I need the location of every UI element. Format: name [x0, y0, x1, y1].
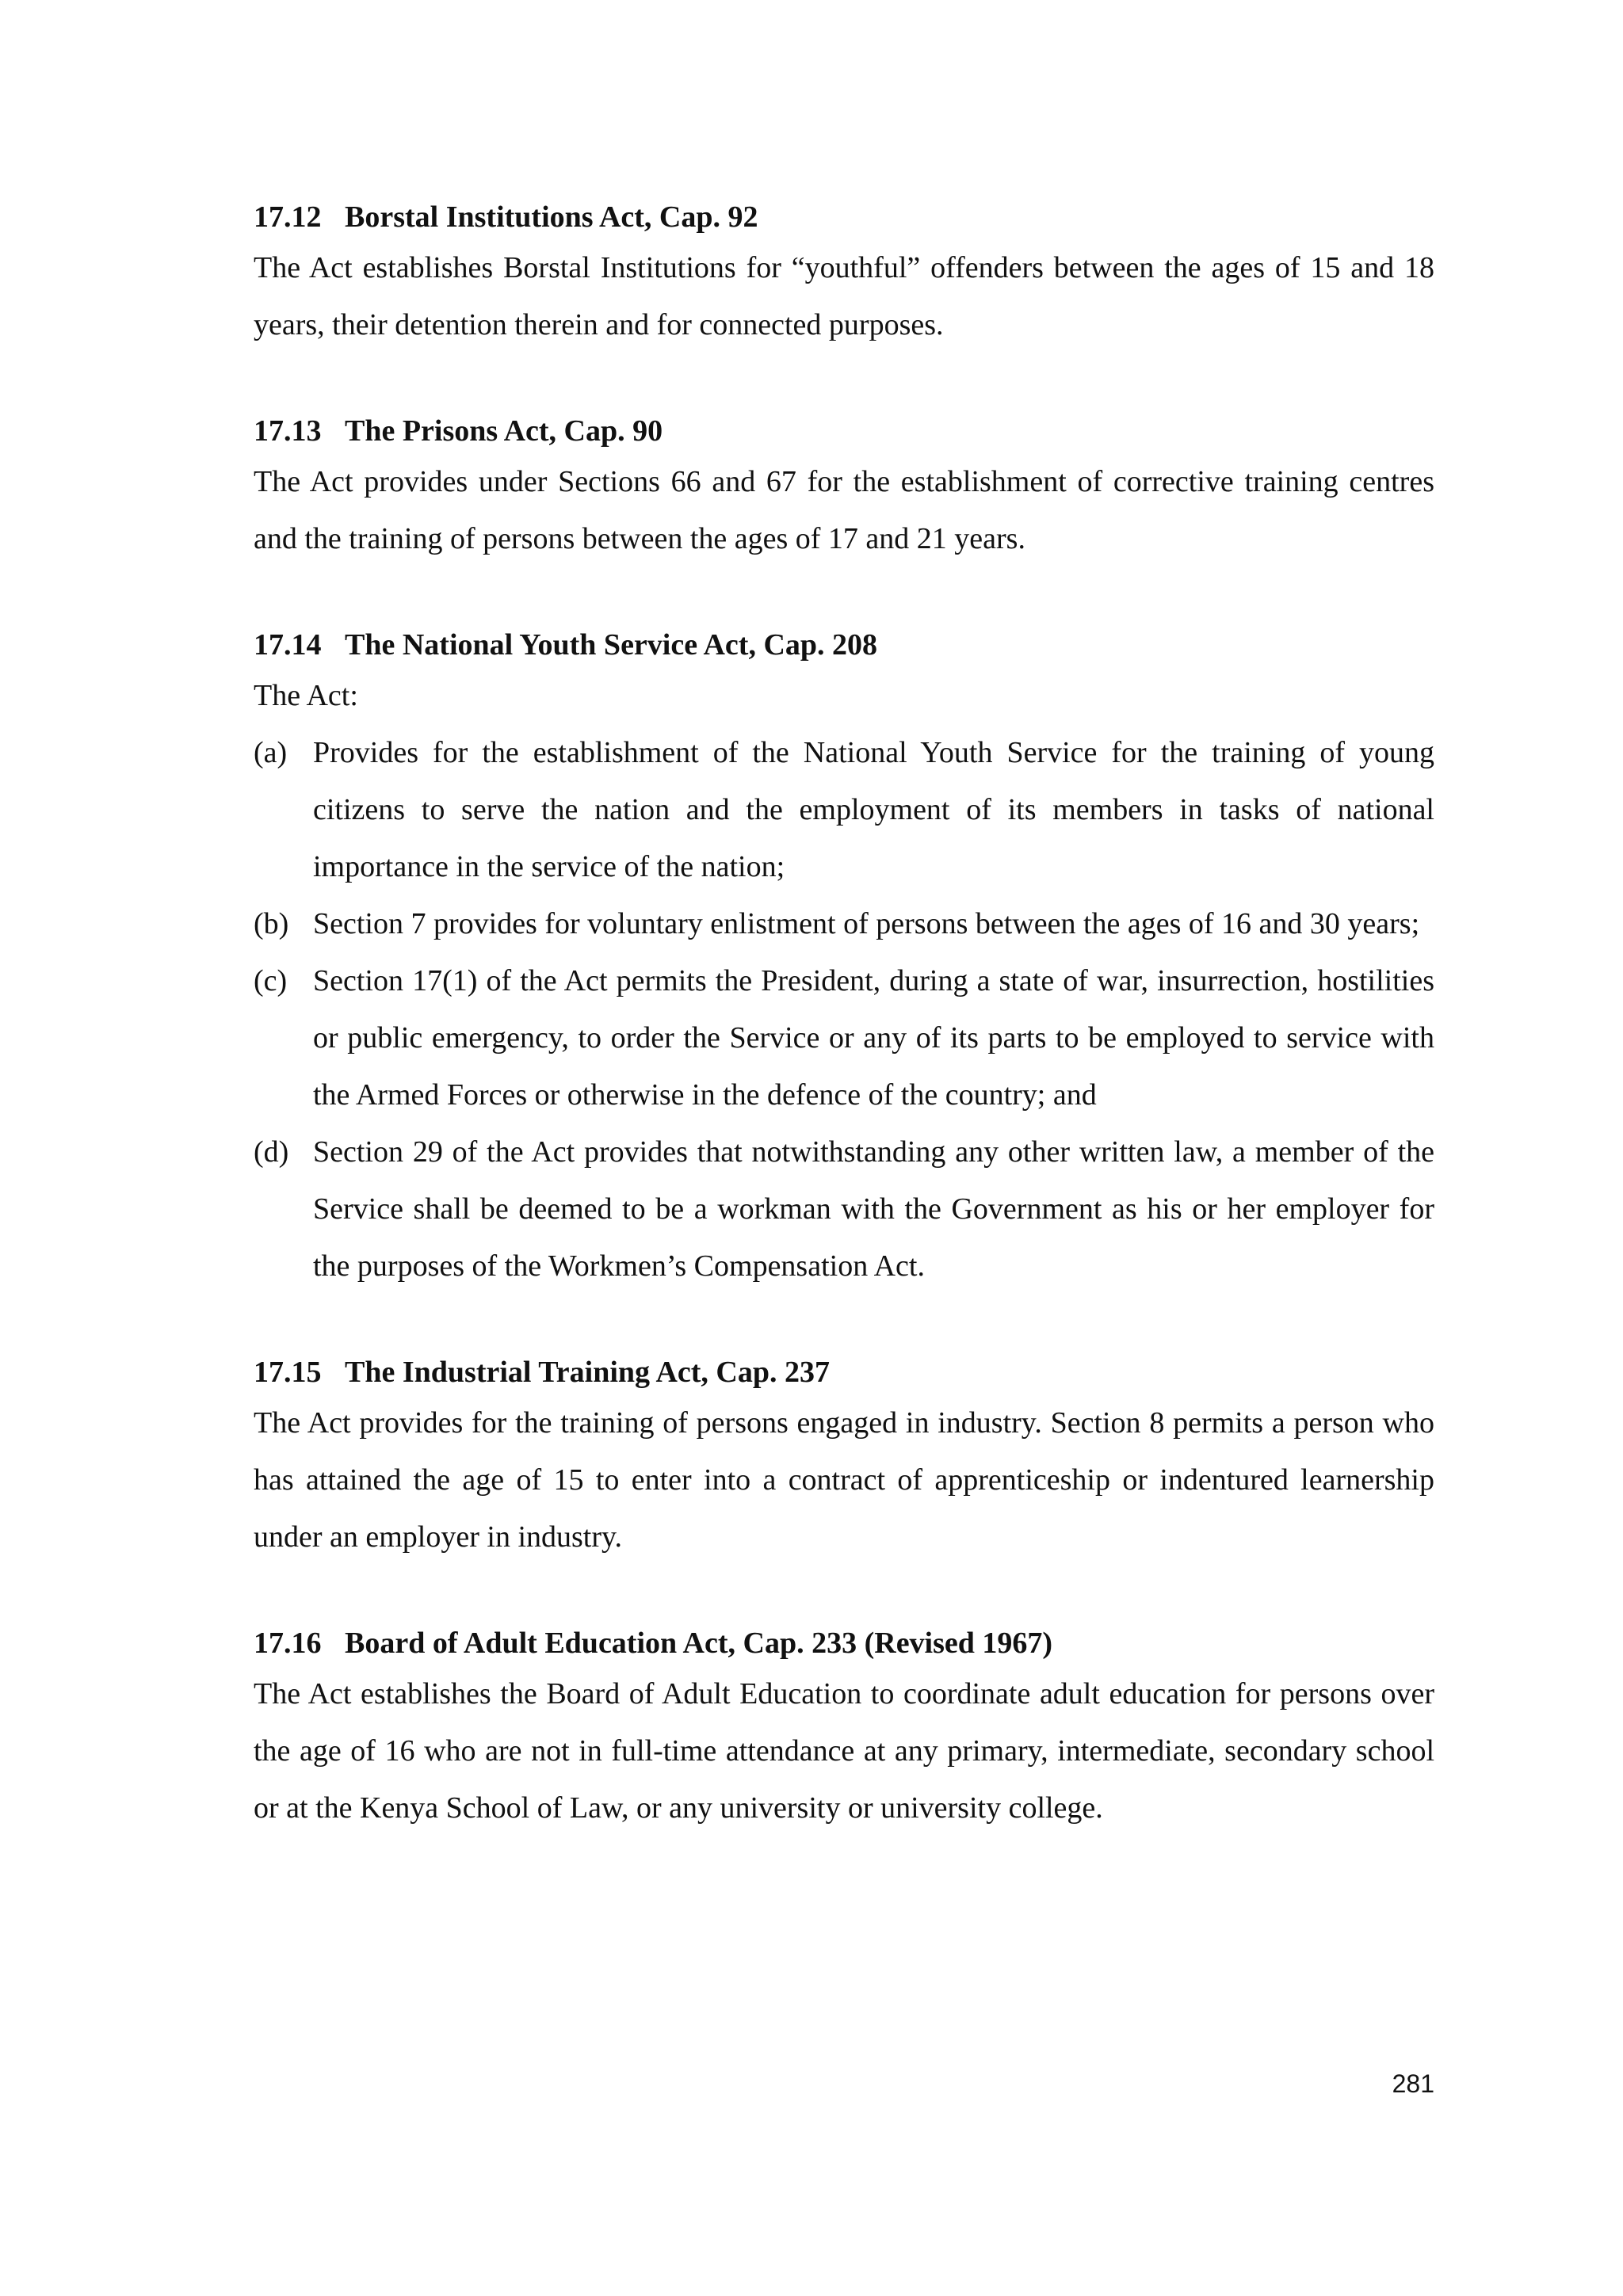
list-marker: (a)	[254, 736, 288, 769]
list-item-text: Section 7 provides for voluntary enlistment of persons between the ages of 16 and 30 years;	[313, 907, 1420, 940]
section-heading	[254, 409, 1434, 453]
list-item-text: Section 29 of the Act provides that notwithstanding any other written law, a member of the Service shall be deemed to be a workman with the Government as his or her employer for the purposes of the Workmen’s Compensation Act.	[313, 1135, 1434, 1283]
list-item-text: Section 17(1) of the Act permits the President, during a state of war, insurrection, hostilities or public emergency, to order the Service or any of its parts to be employed to service with the Armed Forces or otherwise in the defence of the country; and	[313, 964, 1434, 1112]
section-heading	[254, 623, 1434, 667]
section-heading	[254, 1621, 1434, 1665]
section-heading	[254, 1350, 1434, 1394]
section-body: The Act provides for the training of persons engaged in industry. Section 8 permits a person who has attained the age of 15 to enter into a contract of apprenticeship or indentured learnership under an employer in industry.	[254, 1406, 1434, 1554]
section-17-12	[254, 195, 1434, 353]
list-marker: (d)	[254, 1135, 289, 1169]
section-17-13	[254, 409, 1434, 567]
section-title: Borstal Institutions Act, Cap. 92	[345, 200, 758, 234]
section-heading	[254, 195, 1434, 239]
section-title: The Industrial Training Act, Cap. 237	[345, 1356, 830, 1389]
provisions-list	[254, 724, 1434, 1295]
section-17-14	[254, 623, 1434, 1295]
document-page	[254, 195, 1434, 1836]
section-title: Board of Adult Education Act, Cap. 233 (Revised 1967)	[345, 1627, 1053, 1660]
section-intro: The Act:	[254, 679, 358, 712]
section-body: The Act establishes Borstal Institutions for “youthful” offenders between the ages of 15 and 18 years, their detention therein and for connected purposes.	[254, 251, 1434, 341]
section-number: 17.13	[254, 414, 322, 448]
list-item	[254, 1123, 1434, 1295]
section-number: 17.15	[254, 1356, 322, 1389]
list-item	[254, 895, 1434, 952]
list-marker: (c)	[254, 964, 288, 997]
list-item-text: Provides for the establishment of the National Youth Service for the training of young citizens to serve the nation and the employment of its members in tasks of national importance in the service of the nation;	[313, 736, 1434, 883]
section-number: 17.16	[254, 1627, 322, 1660]
section-title: The National Youth Service Act, Cap. 208	[345, 628, 878, 662]
list-marker: (b)	[254, 907, 289, 940]
list-item	[254, 952, 1434, 1123]
section-17-15	[254, 1350, 1434, 1566]
section-number: 17.12	[254, 200, 322, 234]
page-number: 281	[1392, 2069, 1434, 2098]
section-17-16	[254, 1621, 1434, 1836]
section-body: The Act provides under Sections 66 and 67 for the establishment of corrective training centres and the training of persons between the ages of 17 and 21 years.	[254, 465, 1434, 555]
section-title: The Prisons Act, Cap. 90	[345, 414, 663, 448]
section-number: 17.14	[254, 628, 322, 662]
section-body: The Act establishes the Board of Adult Education to coordinate adult education for persons over the age of 16 who are not in full-time attendance at any primary, intermediate, secondary school or at the Kenya School of Law, or any university or university college.	[254, 1677, 1434, 1825]
list-item	[254, 724, 1434, 895]
